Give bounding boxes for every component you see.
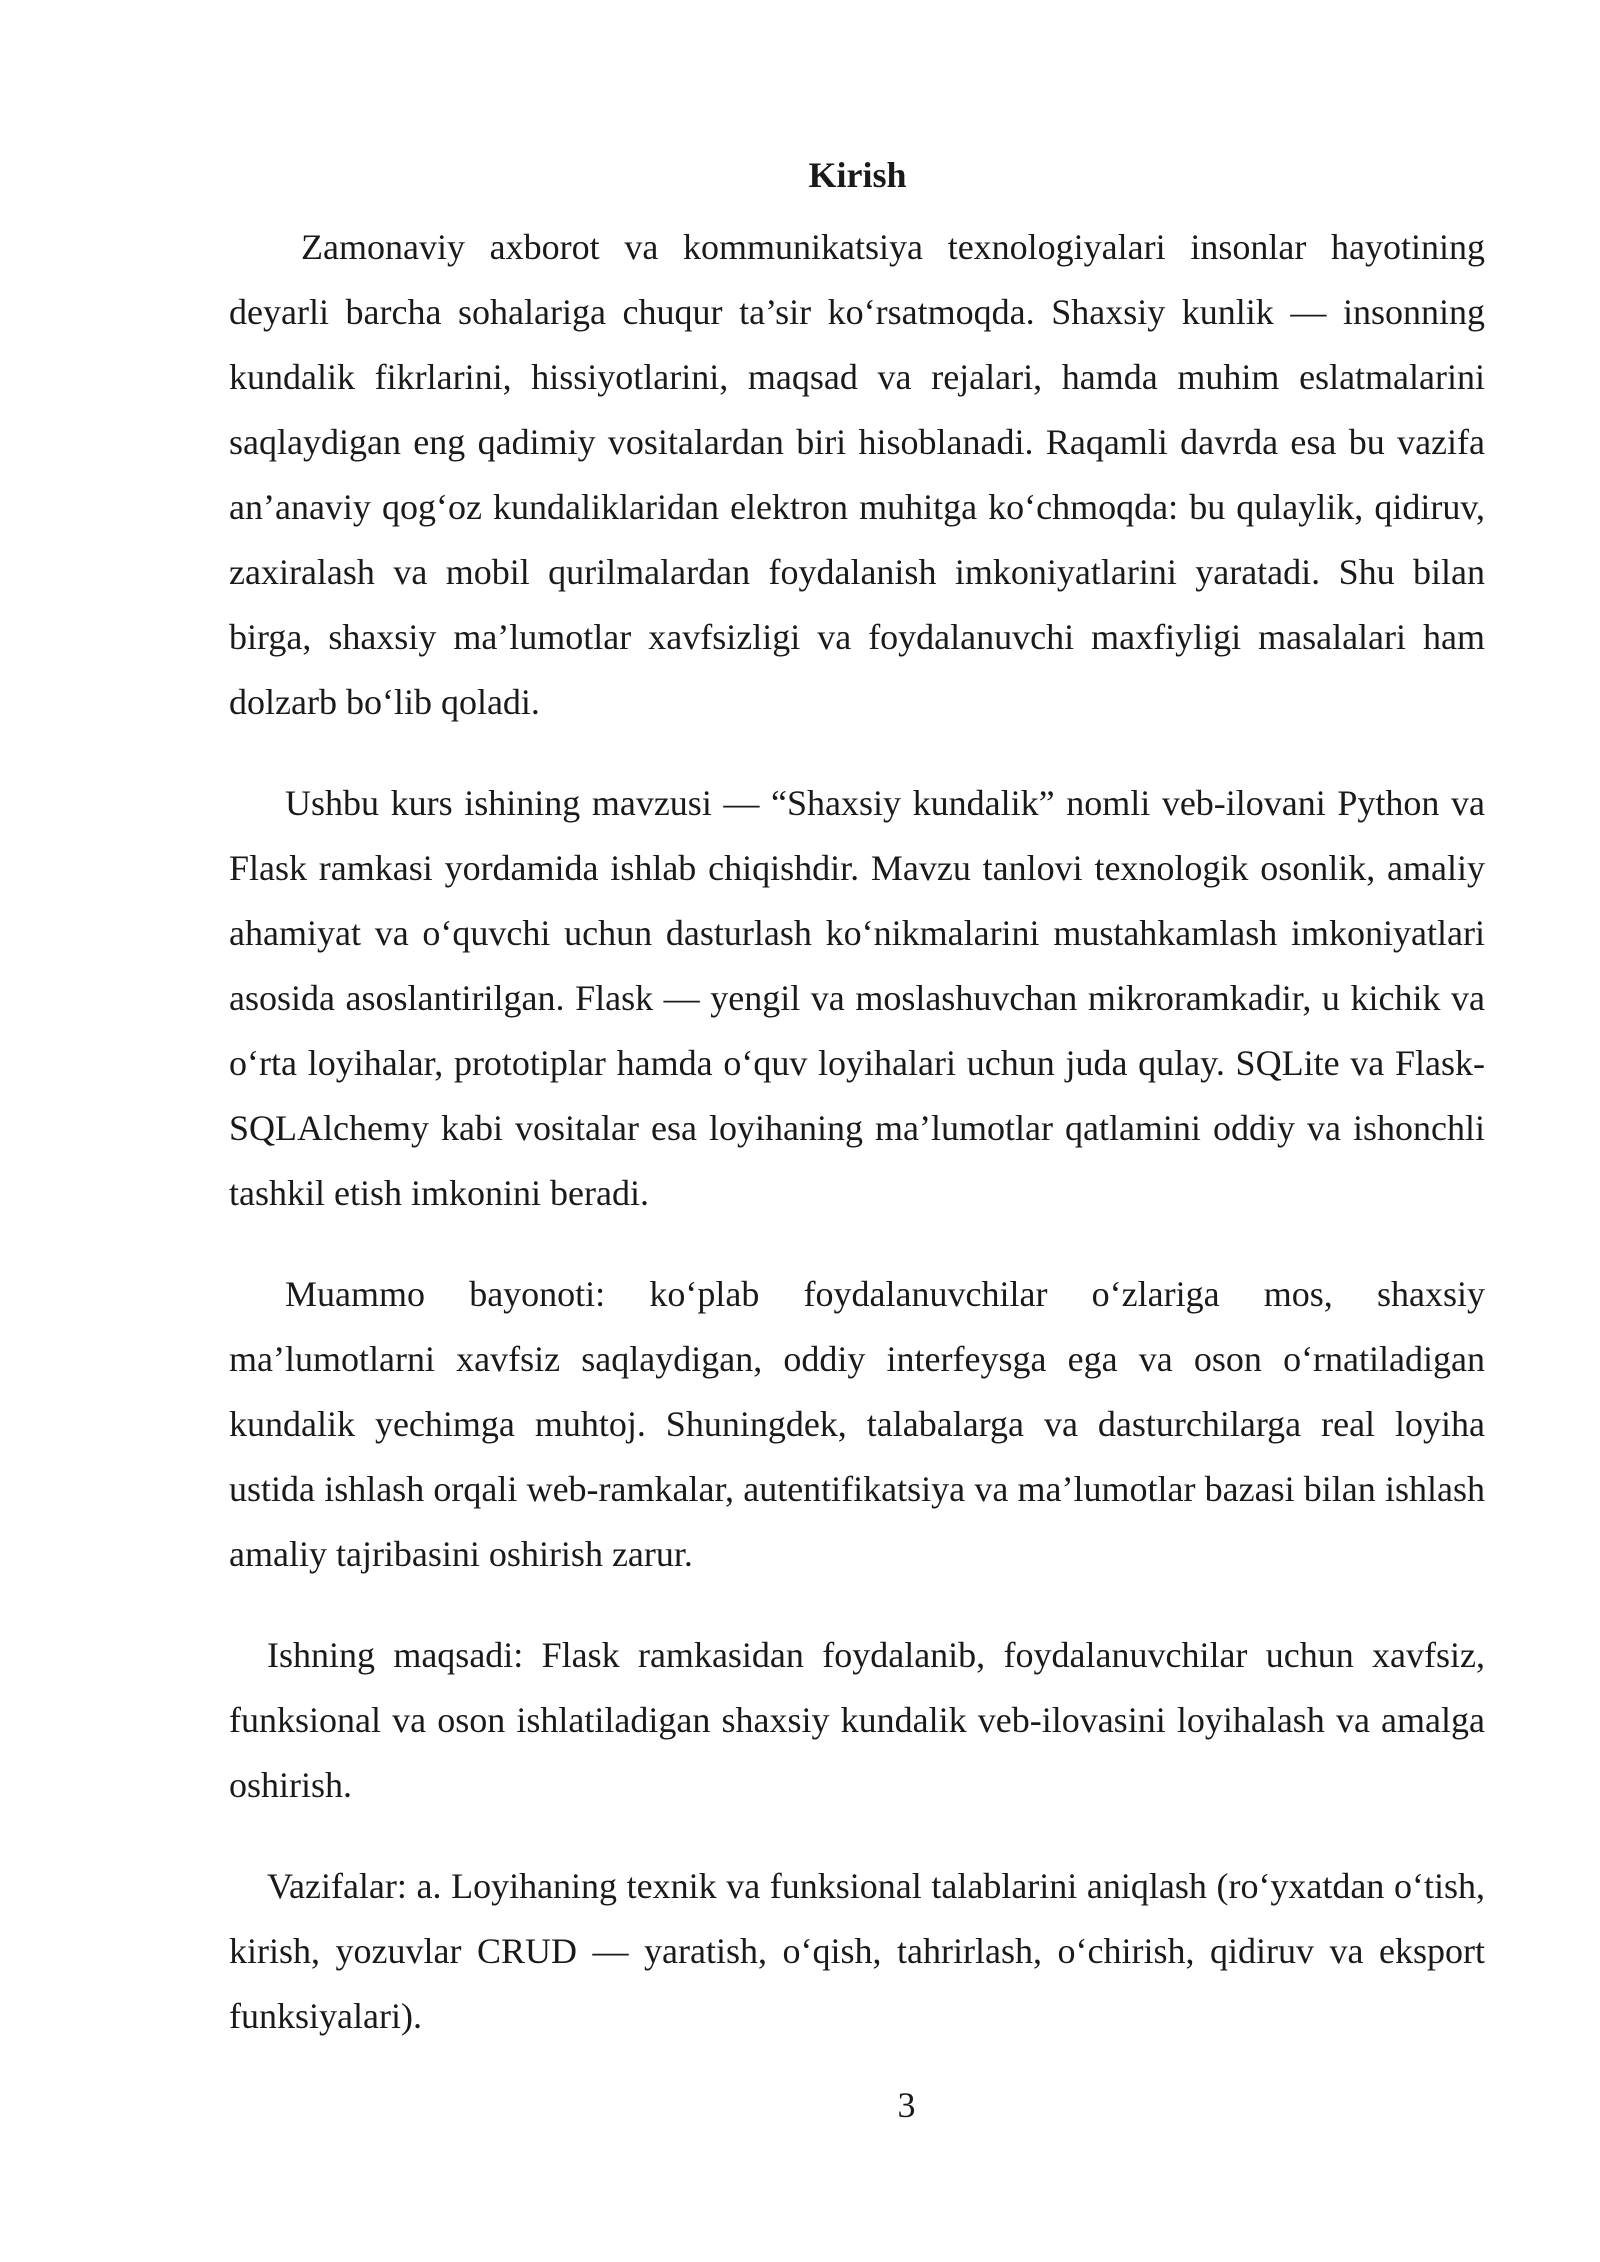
paragraph-goal: Ishning maqsadi: Flask ramkasidan foydalanib, foydalanuvchilar uchun xavfsiz, funksional va oson ishlatiladigan shaxsiy kundalik veb-ilovasini loyihalash va amalga oshirish. [229,1635,1485,1805]
paragraph-tasks: Vazifalar: a. Loyihaning texnik va funksional talablarini aniqlash (ro‘yxatdan o‘tish, kirish, yozuvlar CRUD — yaratish, o‘qish, tahrirlash, o‘chirish, qidiruv va eksport funksiyalari). [229,1866,1485,2036]
page-title: Kirish [808,155,907,195]
paragraph-topic: Ushbu kurs ishining mavzusi — “Shaxsiy kundalik” nomli veb-ilovani Python va Flask ramkasi yordamida ishlab chiqishdir. Mavzu tanlovi texnologik osonlik, amaliy ahamiyat va o‘quvchi uchun dasturlash ko‘nikmalarini mustahkamlash imkoniyatlari asosida asoslantirilgan. Flask — yengil va moslashuvchan mikroramkadir, u kichik va o‘rta loyihalar, prototiplar hamda o‘quv loyihalari uchun juda qulay. SQLite va Flask-SQLAlchemy kabi vositalar esa loyihaning ma’lumotlar qatlamini oddiy va ishonchli tashkil etish imkonini beradi. [229,783,1485,1213]
page-number: 3 [897,2085,916,2125]
paragraph-problem-statement: Muammo bayonoti: ko‘plab foydalanuvchilar o‘zlariga mos, shaxsiy ma’lumotlarni xavfsiz saqlaydigan, oddiy interfeysga ega va oson o‘rnatiladigan kundalik yechimga muhtoj. Shuningdek, talabalarga va dasturchilarga real loyiha ustida ishlash orqali web-ramkalar, autentifikatsiya va ma’lumotlar bazasi bilan ishlash amaliy tajribasini oshirish zarur. [229,1274,1485,1574]
paragraph-introduction: Zamonaviy axborot va kommunikatsiya texnologiyalari insonlar hayotining deyarli barcha sohalariga chuqur ta’sir ko‘rsatmoqda. Shaxsiy kunlik — insonning kundalik fikrlarini, hissiyotlarini, maqsad va rejalari, hamda muhim eslatmalarini saqlaydigan eng qadimiy vositalardan biri hisoblanadi. Raqamli davrda esa bu vazifa an’anaviy qog‘oz kundaliklaridan elektron muhitga ko‘chmoqda: bu qulaylik, qidiruv, zaxiralash va mobil qurilmalardan foydalanish imkoniyatlarini yaratadi. Shu bilan birga, shaxsiy ma’lumotlar xavfsizligi va foydalanuvchi maxfiyligi masalalari ham dolzarb bo‘lib qoladi. [229,227,1485,722]
body-text [229,215,1485,2049]
